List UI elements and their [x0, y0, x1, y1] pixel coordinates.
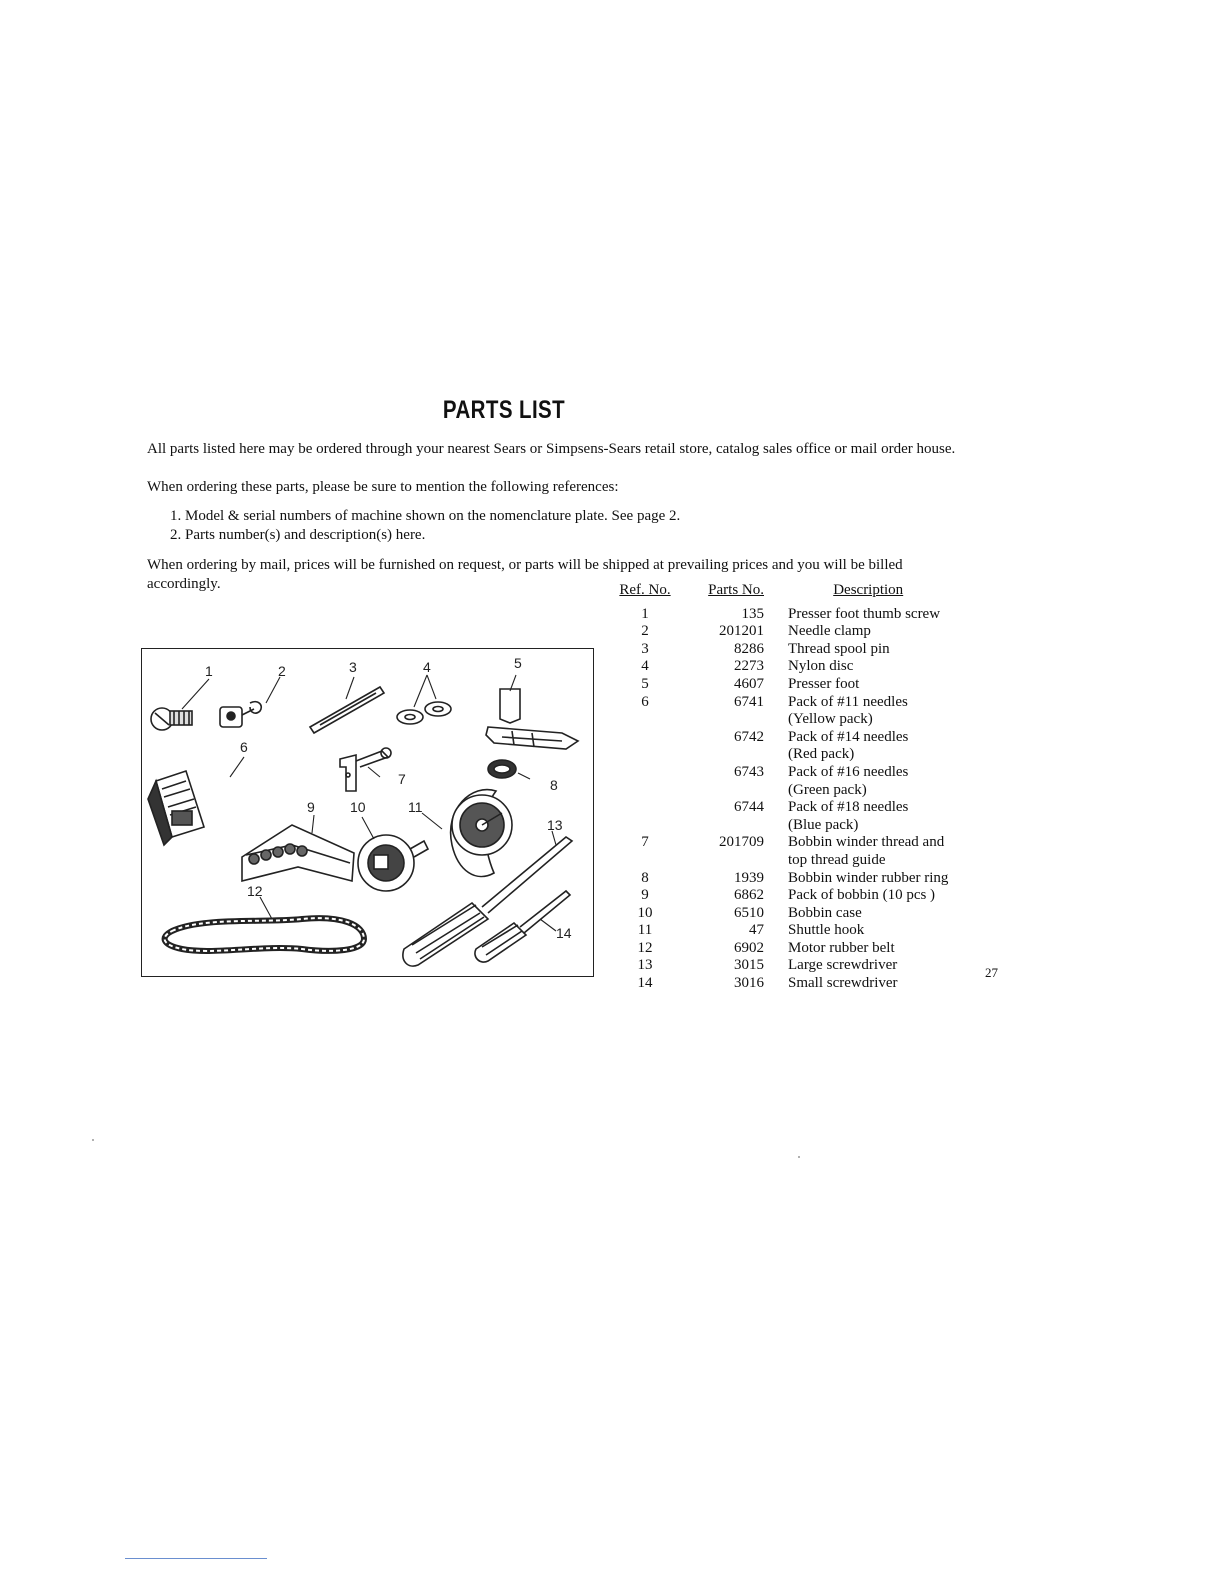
ref-no-cell: 11 [637, 922, 653, 939]
table-row [610, 711, 948, 729]
ref-no-cell [610, 764, 680, 782]
ref-no-cell: 13 [637, 957, 653, 974]
parts-no-cell: 3016 [734, 975, 764, 992]
ref-no-cell [610, 852, 680, 870]
parts-no-cell: 201709 [719, 834, 764, 851]
ref-no-cell: 2 [641, 623, 649, 640]
parts-no-cell [680, 746, 764, 764]
callout-9: 9 [307, 799, 315, 815]
parts-no-cell [680, 817, 764, 835]
rubber-ring-drawing [488, 760, 516, 778]
parts-no-cell: 2273 [734, 658, 764, 675]
table-row [610, 870, 948, 888]
table-row [610, 641, 948, 659]
parts-no-cell: 6742 [734, 728, 764, 745]
mail-order-note: When ordering by mail, prices will be furnished on request, or parts will be shipped at prevailing prices and you will be billed accordingly. [147, 557, 903, 592]
reference-list [170, 507, 680, 545]
parts-no-cell: 135 [741, 605, 764, 622]
shuttle-hook-drawing [451, 790, 512, 877]
ref-no-cell: 12 [637, 939, 653, 956]
table-row [610, 887, 948, 905]
ref-no-cell: 7 [641, 834, 649, 851]
table-row [610, 694, 948, 712]
ref-no-cell [610, 817, 680, 835]
parts-no-cell [680, 711, 764, 729]
callout-3: 3 [349, 659, 357, 675]
presser-foot-drawing [486, 689, 578, 749]
ref-no-cell: 10 [637, 904, 653, 921]
parts-no-cell: 6741 [734, 693, 764, 710]
scan-speck [798, 1156, 800, 1158]
description-cell: Presser foot [788, 675, 860, 692]
reference-item: 2. Parts number(s) and description(s) here. [170, 527, 426, 543]
description-cell: top thread guide [788, 851, 886, 868]
parts-no-cell: 201201 [719, 623, 764, 640]
parts-no-cell [680, 782, 764, 800]
description-cell: Presser foot thumb screw [788, 605, 941, 622]
description-cell: Pack of #14 needles [788, 728, 909, 745]
page-number: 27 [985, 965, 998, 980]
parts-no-cell: 6743 [734, 763, 764, 780]
table-row [610, 729, 948, 747]
table-row [610, 764, 948, 782]
ref-no-cell: 14 [637, 975, 653, 992]
description-cell: Pack of bobbin (10 pcs ) [788, 887, 936, 904]
callout-11: 11 [408, 799, 423, 815]
thread-guide-drawing [340, 748, 391, 791]
parts-drawing [142, 649, 595, 978]
parts-table [610, 582, 948, 993]
ref-no-cell [610, 711, 680, 729]
callout-12: 13 [547, 817, 563, 833]
description-cell: Motor rubber belt [788, 939, 895, 956]
description-cell: Small screwdriver [788, 975, 898, 992]
callout-6: 6 [240, 739, 248, 755]
ordering-note: When ordering these parts, please be sure to mention the following references: [147, 479, 619, 495]
ref-no-cell [610, 746, 680, 764]
page-title: PARTS LIST [442, 396, 566, 424]
description-cell: Large screwdriver [788, 957, 898, 974]
callout-5: 5 [514, 655, 522, 671]
table-row [610, 940, 948, 958]
description-cell: Thread spool pin [788, 640, 890, 657]
description-cell: (Green pack) [788, 781, 867, 798]
table-row [610, 782, 948, 800]
bobbin-case-drawing [358, 835, 428, 891]
header-description: Description [833, 582, 904, 598]
callout-4: 4 [423, 659, 431, 675]
callout-7: 7 [398, 771, 406, 787]
parts-table-body [610, 606, 948, 993]
bobbin-pack-drawing [242, 825, 354, 881]
motor-belt-drawing [165, 918, 364, 951]
description-cell: Bobbin winder thread and [788, 834, 945, 851]
ref-no-cell [610, 799, 680, 817]
intro-paragraph: All parts listed here may be ordered through your nearest Sears or Simpsens-Sears retail store, catalog sales office or mail order house. [147, 441, 956, 457]
callout-10: 10 [350, 799, 366, 815]
parts-no-cell: 6902 [734, 939, 764, 956]
scan-speck [92, 1139, 94, 1141]
table-header-row [610, 582, 948, 606]
description-cell: (Blue pack) [788, 816, 859, 833]
footer-rule [125, 1558, 267, 1559]
callout-14: 14 [556, 925, 572, 941]
description-cell: Shuttle hook [788, 922, 865, 939]
description-cell: Bobbin winder rubber ring [788, 869, 949, 886]
parts-no-cell [680, 852, 764, 870]
table-row [610, 852, 948, 870]
ref-no-cell: 6 [641, 693, 649, 710]
table-row [610, 817, 948, 835]
table-row [610, 606, 948, 624]
spool-pin-drawing [310, 687, 384, 733]
description-cell: Pack of #11 needles [788, 693, 908, 710]
table-row [610, 957, 948, 975]
parts-no-cell: 47 [749, 922, 764, 939]
ref-no-cell: 9 [641, 887, 649, 904]
table-row [610, 922, 948, 940]
parts-no-cell: 6510 [734, 904, 764, 921]
ref-no-cell: 8 [641, 869, 649, 886]
parts-illustration [141, 648, 594, 977]
ref-no-cell: 5 [641, 675, 649, 692]
description-cell: Nylon disc [788, 658, 854, 675]
table-row [610, 676, 948, 694]
parts-no-cell: 3015 [734, 957, 764, 974]
parts-no-cell: 4607 [734, 675, 764, 692]
callout-1: 1 [205, 663, 213, 679]
header-parts-no: Parts No. [708, 582, 764, 598]
table-row [610, 658, 948, 676]
ref-no-cell: 4 [641, 658, 649, 675]
table-row [610, 623, 948, 641]
table-row [610, 799, 948, 817]
ref-no-cell: 1 [641, 605, 649, 622]
nylon-disc-drawing [397, 702, 451, 724]
table-row [610, 834, 948, 852]
description-cell: Pack of #18 needles [788, 799, 909, 816]
description-cell: Bobbin case [788, 904, 862, 921]
callout-2: 2 [278, 663, 286, 679]
reference-item: 1. Model & serial numbers of machine shown on the nomenclature plate. See page 2. [170, 508, 681, 524]
ref-no-cell [610, 782, 680, 800]
table-row [610, 746, 948, 764]
description-cell: Needle clamp [788, 623, 871, 640]
needle-clamp-drawing [220, 702, 261, 727]
description-cell: (Red pack) [788, 746, 855, 763]
table-row [610, 975, 948, 993]
ref-no-cell: 3 [641, 640, 649, 657]
parts-no-cell: 8286 [734, 640, 764, 657]
description-cell: Pack of #16 needles [788, 763, 909, 780]
table-row [610, 905, 948, 923]
parts-no-cell: 6744 [734, 799, 764, 816]
needle-pack-drawing [148, 771, 204, 845]
callout-8: 8 [550, 777, 558, 793]
callout-13: 12 [247, 883, 263, 899]
header-ref-no: Ref. No. [619, 582, 671, 598]
parts-no-cell: 6862 [734, 887, 764, 904]
ref-no-cell [610, 729, 680, 747]
description-cell: (Yellow pack) [788, 711, 873, 728]
parts-no-cell: 1939 [734, 869, 764, 886]
thumb-screw-drawing [151, 708, 192, 730]
